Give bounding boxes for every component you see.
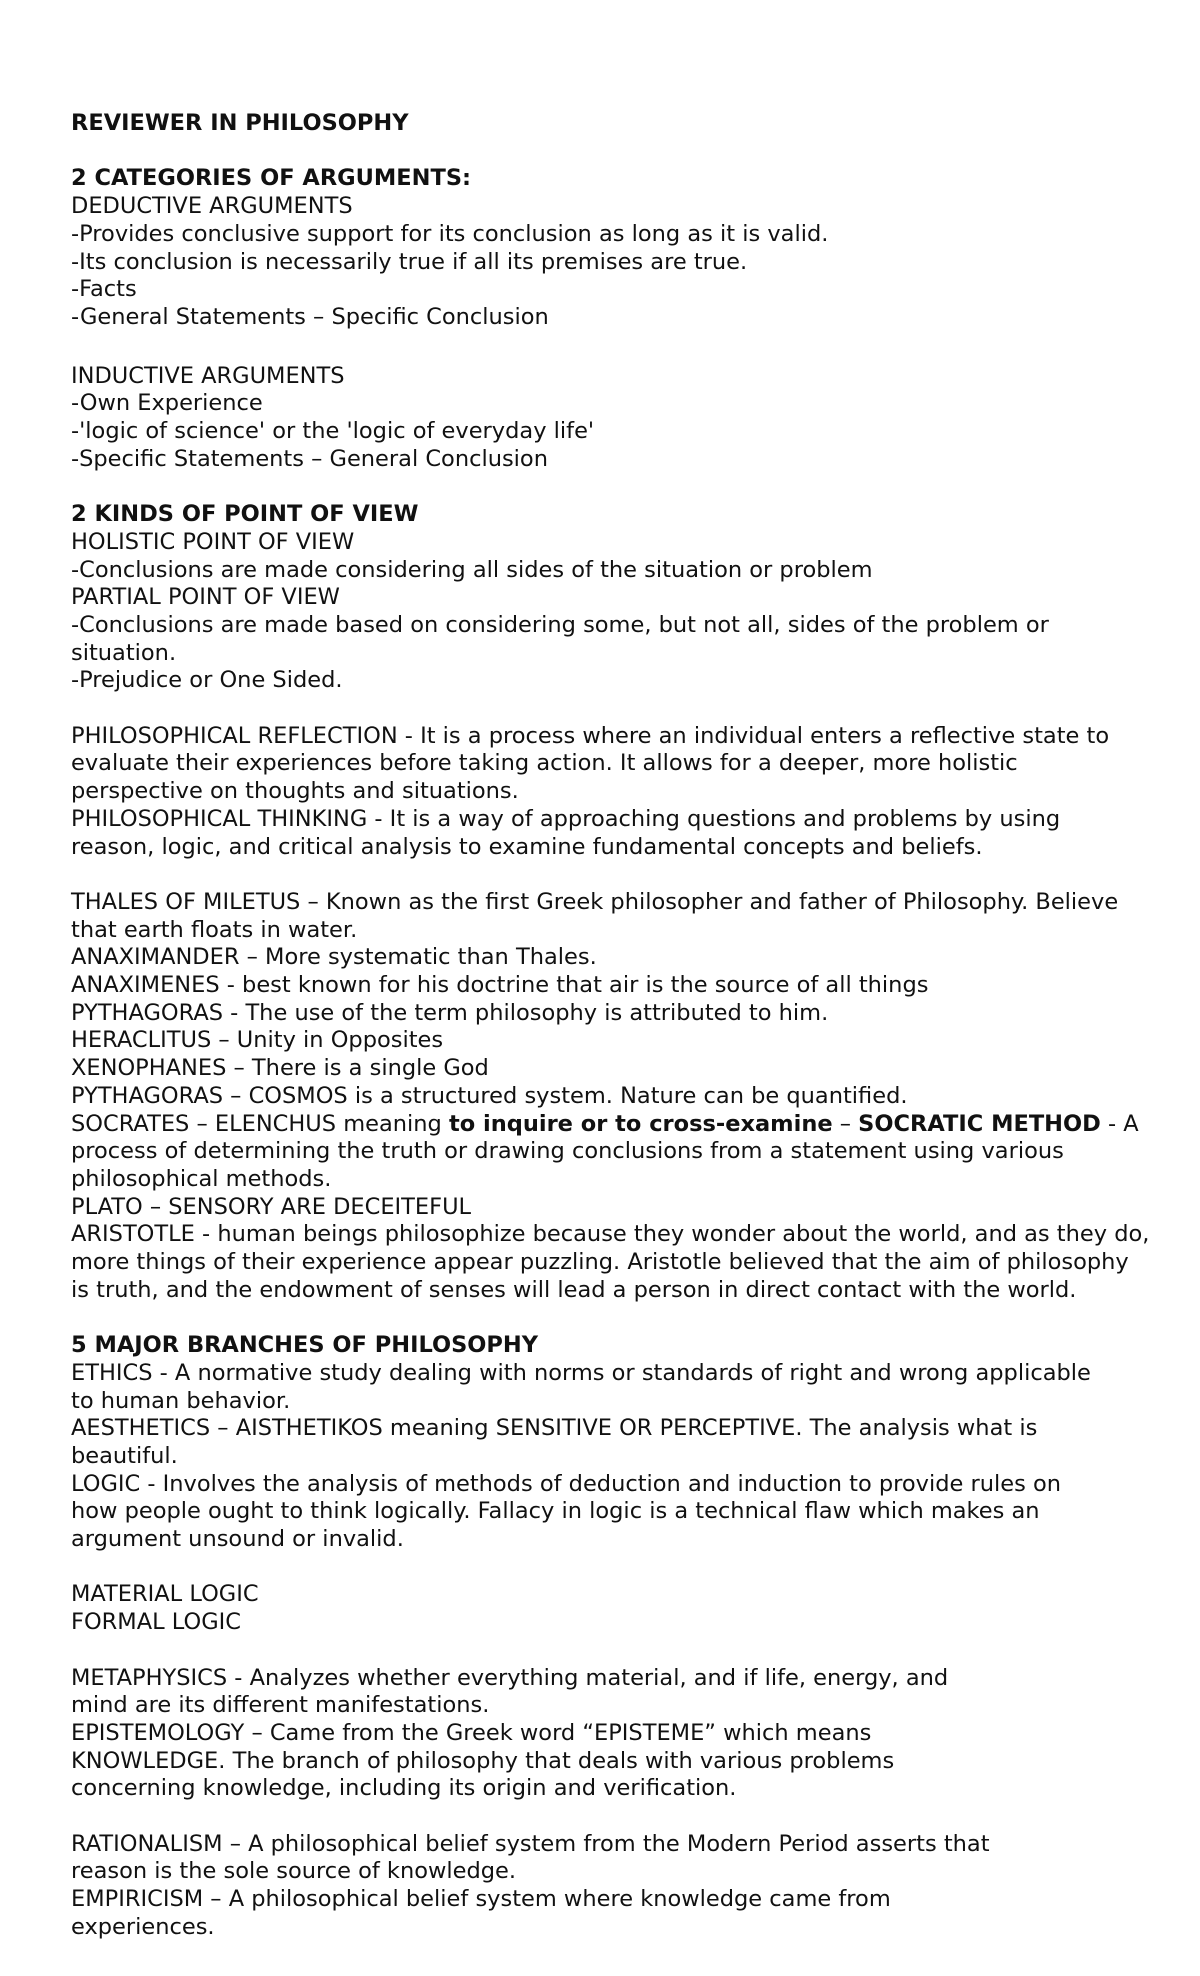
philosopher-entry: more things of their experience appear puzzling. Aristotle believed that the aim of philosophy — [71, 1249, 1129, 1276]
thinking-text: PHILOSOPHICAL THINKING - It is a way of approaching questions and problems by using — [71, 805, 1061, 832]
socrates-cont: philosophical methods. — [71, 1165, 332, 1192]
branch-entry: LOGIC - Involves the analysis of methods of deduction and induction to provide rules on — [71, 1470, 1062, 1497]
inductive-point: -'logic of science' or the 'logic of everyday life' — [71, 418, 595, 445]
partial-desc: -Conclusions are made based on considering some, but not all, sides of the problem or — [71, 611, 1049, 638]
branch-entry: to human behavior. — [71, 1387, 291, 1414]
deductive-title: DEDUCTIVE ARGUMENTS — [71, 193, 353, 220]
philosopher-entry: PYTHAGORAS – COSMOS is a structured system. Nature can be quantified. — [71, 1082, 908, 1109]
deductive-point: -Its conclusion is necessarily true if all its premises are true. — [71, 248, 748, 275]
inductive-point: -Specific Statements – General Conclusion — [71, 445, 548, 472]
holistic-title: HOLISTIC POINT OF VIEW — [71, 528, 355, 555]
partial-desc: -Prejudice or One Sided. — [71, 667, 343, 694]
socratic-method-label: SOCRATIC METHOD — [858, 1110, 1101, 1137]
branch-entry: concerning knowledge, including its origin and verification. — [71, 1775, 737, 1802]
branch-entry: AESTHETICS – AISTHETIKOS meaning SENSITIVE OR PERCEPTIVE. The analysis what is — [71, 1415, 1038, 1442]
branch-entry: METAPHYSICS - Analyzes whether everything material, and if life, energy, and — [71, 1664, 949, 1691]
deductive-point: -Provides conclusive support for its conclusion as long as it is valid. — [71, 220, 829, 247]
thinking-text: reason, logic, and critical analysis to examine fundamental concepts and beliefs. — [71, 833, 983, 860]
philosopher-entry: XENOPHANES – There is a single God — [71, 1055, 489, 1082]
philosopher-entry: ANAXIMENES - best known for his doctrine that air is the source of all things — [71, 972, 929, 999]
inductive-point: -Own Experience — [71, 390, 263, 417]
socrates-cont: process of determining the truth or drawing conclusions from a statement using various — [71, 1138, 1064, 1165]
partial-title: PARTIAL POINT OF VIEW — [71, 584, 340, 611]
logic-type: MATERIAL LOGIC — [71, 1581, 259, 1608]
philosopher-entry: ANAXIMANDER – More systematic than Thales. — [71, 944, 597, 971]
branch-entry: ETHICS - A normative study dealing with norms or standards of right and wrong applicable — [71, 1359, 1091, 1386]
page-title: REVIEWER IN PHILOSOPHY — [71, 110, 409, 136]
reflection-text: evaluate their experiences before taking action. It allows for a deeper, more holistic — [71, 750, 1018, 777]
philosopher-entry: is truth, and the endowment of senses will lead a person in direct contact with the world. — [71, 1276, 1077, 1303]
branch-entry: mind are its different manifestations. — [71, 1692, 490, 1719]
holistic-desc: -Conclusions are made considering all sides of the situation or problem — [71, 556, 873, 583]
school-entry: reason is the sole source of knowledge. — [71, 1858, 517, 1885]
socrates-suffix: - A — [1100, 1110, 1139, 1137]
branch-entry: KNOWLEDGE. The branch of philosophy that deals with various problems — [71, 1747, 895, 1774]
socrates-elenchus-meaning: to inquire or to cross-examine — [448, 1110, 833, 1137]
partial-desc: situation. — [71, 639, 177, 666]
document-page — [71, 110, 1171, 1942]
branch-entry: argument unsound or invalid. — [71, 1526, 404, 1553]
branch-entry: how people ought to think logically. Fallacy in logic is a technical flaw which makes an — [71, 1498, 1040, 1525]
philosopher-entry: that earth floats in water. — [71, 916, 358, 943]
logic-type: FORMAL LOGIC — [71, 1609, 242, 1636]
philosopher-entry: HERACLITUS – Unity in Opposites — [71, 1027, 444, 1054]
socrates-dash: – — [832, 1110, 859, 1137]
philosopher-entry: THALES OF MILETUS – Known as the first Greek philosopher and father of Philosophy. Believe — [71, 888, 1119, 915]
branch-entry: beautiful. — [71, 1442, 178, 1469]
section-heading-arguments: 2 CATEGORIES OF ARGUMENTS: — [71, 165, 472, 192]
socrates-entry — [71, 1111, 1171, 1139]
reflection-text: PHILOSOPHICAL REFLECTION - It is a process where an individual enters a reflective state to — [71, 722, 1110, 749]
philosopher-entry: PLATO – SENSORY ARE DECEITEFUL — [71, 1193, 472, 1220]
reflection-text: perspective on thoughts and situations. — [71, 778, 519, 805]
socrates-prefix: SOCRATES – ELENCHUS meaning — [71, 1110, 449, 1137]
school-entry: experiences. — [71, 1913, 215, 1940]
inductive-title: INDUCTIVE ARGUMENTS — [71, 362, 345, 389]
deductive-point: -General Statements – Specific Conclusion — [71, 303, 549, 330]
deductive-point: -Facts — [71, 276, 137, 303]
section-heading-pov: 2 KINDS OF POINT OF VIEW — [71, 501, 419, 528]
branch-entry: EPISTEMOLOGY – Came from the Greek word “EPISTEME” which means — [71, 1719, 872, 1746]
section-heading-branches: 5 MAJOR BRANCHES OF PHILOSOPHY — [71, 1332, 539, 1359]
school-entry: EMPIRICISM – A philosophical belief system where knowledge came from — [71, 1886, 891, 1913]
philosopher-entry: PYTHAGORAS - The use of the term philosophy is attributed to him. — [71, 999, 829, 1026]
philosopher-entry: ARISTOTLE - human beings philosophize because they wonder about the world, and as they do, — [71, 1221, 1150, 1248]
school-entry: RATIONALISM – A philosophical belief system from the Modern Period asserts that — [71, 1830, 990, 1857]
